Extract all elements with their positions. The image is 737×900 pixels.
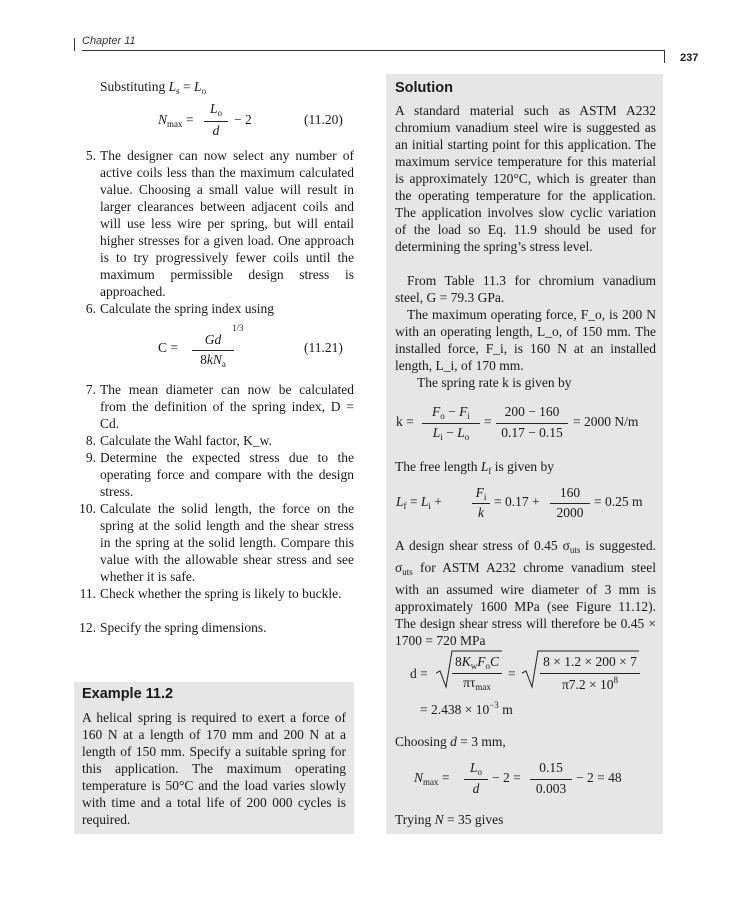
step-9-num: 9.: [85, 450, 96, 465]
eq-11-21-lhs: C =: [158, 340, 178, 355]
eq-nmax-num1: $L_o$: [469, 760, 482, 777]
solution-p7: Choosing d = 3 mm,: [395, 734, 506, 749]
eq-d-result: = $2.438 \times 10^{-3}$ m: [420, 700, 513, 717]
eq-k-lhs: k =: [396, 414, 414, 429]
eq-k-bar2: [496, 423, 568, 424]
eq-d-bar2: [540, 673, 640, 674]
eq-11-21-exp: 1/3: [232, 323, 244, 333]
step-11-num: 11.: [79, 586, 96, 601]
step-10-text: Calculate the solid length, the force on the spring at the solid length and the shear stress in the spring at the solid length. Compare this value with the allowable shear stress and see whether it is safe.: [100, 501, 354, 584]
example-title: Example 11.2: [82, 686, 174, 702]
header-rule: [82, 50, 665, 51]
step-8-text: Calculate the Wahl factor, K_w.: [100, 433, 272, 448]
step-10-num: 10.: [79, 501, 96, 516]
eq-k-eq: =: [484, 414, 492, 429]
eq-k-den2: 0.17 − 0.15: [501, 425, 563, 440]
step-6-text: Calculate the spring index using: [100, 301, 274, 316]
solution-p1: A standard material such as ASTM A232 chromium vanadium steel wire is suggested as an initial starting point for this application. The maximum service temperature for this material is approximately 120°C, which is greater than the operating temperature for the application. The application involves slow cyclic variation of the load so Eq. 11.9 should be used for determining the spring’s stress level.: [395, 103, 656, 254]
eq-d-bar1: [452, 673, 502, 674]
eq-d-num1: $8K_wF_oC$: [454, 654, 500, 671]
eq-d-den1: $\pi\tau_{max}$: [463, 675, 491, 692]
eq-11-20-den: d: [212, 123, 220, 138]
header-rule-right: [664, 50, 665, 63]
substituting-line: Substituting $L_s = L_o$: [100, 79, 207, 96]
eq-k-den1: $L_i - L_o$: [432, 425, 470, 442]
eq-nmax-den1: d: [472, 781, 480, 796]
step-12-num: 12.: [79, 620, 96, 635]
page-number: 237: [680, 52, 699, 64]
eq-k-num1: $F_o - F_i$: [432, 404, 470, 421]
step-5-num: 5.: [85, 148, 96, 163]
eq-lf-mid: = 0.17 +: [494, 494, 540, 509]
eq-nmax-bar2: [530, 779, 572, 780]
solution-p5: The free length $L_f$ is given by: [395, 459, 554, 476]
eq-11-20-tail: − 2: [234, 112, 252, 127]
eq-lf-result: = 0.25 m: [594, 494, 643, 509]
solution-p6: A design shear stress of 0.45 $\sigma_{uts}$ is suggested. $\sigma_{uts}$ for ASTM A232 chrome vanadium steel with an assumed wire diameter of 3 mm is approximately 1600 MPa (see Figure 11.12). The design shear stress will therefore be 0.45 × 1700 = 720 MPa: [395, 538, 656, 648]
eq-lf-num2: 160: [559, 485, 581, 500]
eq-d-lhs: d =: [410, 666, 428, 681]
eq-nmax-bar1: [464, 779, 488, 780]
eq-nmax-mid: − 2 =: [492, 770, 521, 785]
step-7-text: The mean diameter can now be calculated from the definition of the spring index, D = Cd.: [100, 382, 354, 431]
eq-k-num2: 200 − 160: [504, 404, 560, 419]
step-5-text: The designer can now select any number of active coils less than the maximum calculated value. Choosing a small value will result in larger clearances between adjacent coils and will use less wire per spring, but will entail higher stresses for a given load. One approach is to try progressively fewer coils until the maximum permissible design stress is approached.: [100, 148, 354, 299]
eq-d-eq: =: [508, 666, 516, 681]
solution-p8: Trying N = 35 gives: [395, 812, 504, 827]
header-rule-left: [74, 38, 75, 51]
eq-11-20-bar: [204, 121, 228, 122]
eq-k-bar1: [422, 423, 480, 424]
eq-nmax-lhs: $N_{max}$ =: [414, 770, 450, 787]
eq-11-21-den: $8kN_a$: [200, 352, 226, 369]
step-11-text: Check whether the spring is likely to buckle.: [100, 586, 342, 601]
eq-11-20-num: $L_o$: [209, 101, 222, 118]
step-6-num: 6.: [85, 301, 96, 316]
eq-nmax-num2: 0.15: [539, 760, 563, 775]
example-text: A helical spring is required to exert a force of 160 N at a length of 170 mm and 200 N at a length of 150 mm. Specify a suitable spring for this application. The maximum operating temperature is 50°C and the load varies slowly with time and a total life of 200 000 cycles is required.: [82, 710, 346, 827]
solution-title: Solution: [395, 80, 453, 96]
eq-11-21-bar: [192, 350, 234, 351]
eq-lf-bar2: [550, 503, 590, 504]
eq-nmax-result: − 2 = 48: [576, 770, 622, 785]
eq-nmax-den2: 0.003: [535, 781, 567, 796]
eq-lf-den2: 2000: [556, 505, 584, 520]
solution-p4: The spring rate k is given by: [417, 375, 572, 390]
eq-d-num2: 8 × 1.2 × 200 × 7: [543, 654, 637, 669]
chapter-label: Chapter 11: [82, 35, 136, 47]
eq-k-result: = 2000 N/m: [573, 414, 639, 429]
eq-11-20-lhs: $N_{max}$ =: [158, 112, 194, 129]
step-12-text: Specify the spring dimensions.: [100, 620, 267, 635]
eq-lf-num1: $F_i$: [475, 485, 487, 502]
eq-11-21-label: (11.21): [304, 340, 343, 355]
eq-11-21-num: Gd: [204, 332, 222, 347]
solution-p3: The maximum operating force, F_o, is 200 N with an operating length, L_o, of 150 mm. The installed force, F_i, is 160 N at an installed length, L_i, of 170 mm.: [395, 307, 656, 373]
eq-lf-den1: k: [478, 505, 484, 520]
solution-p2: From Table 11.3 for chromium vanadium steel, G = 79.3 GPa.: [395, 273, 656, 305]
eq-d-den2: $\pi 7.2 \times 10^8$: [561, 675, 619, 692]
eq-lf-lhs: $L_f = L_i$ +: [396, 494, 442, 511]
eq-11-20-label: (11.20): [304, 112, 343, 127]
step-7-num: 7.: [85, 382, 96, 397]
step-9-text: Determine the expected stress due to the operating force and compare with the design stress.: [100, 450, 354, 499]
eq-lf-bar1: [472, 503, 490, 504]
step-8-num: 8.: [85, 433, 96, 448]
